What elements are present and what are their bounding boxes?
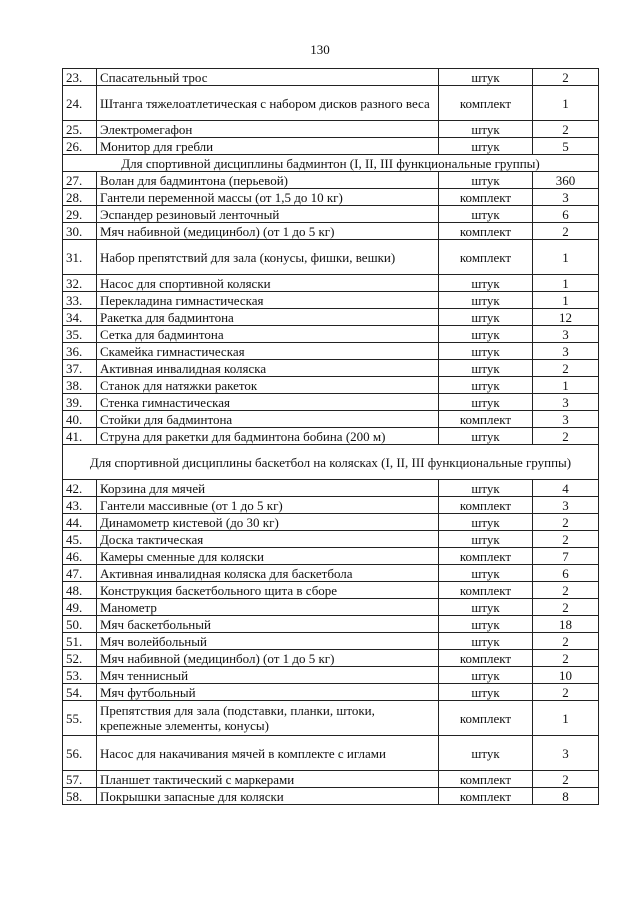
item-quantity: 3 bbox=[533, 189, 599, 206]
row-number: 46. bbox=[63, 548, 97, 565]
item-unit: штук bbox=[439, 121, 533, 138]
item-quantity: 2 bbox=[533, 650, 599, 667]
table-row bbox=[63, 138, 599, 155]
table-row bbox=[63, 428, 599, 445]
item-name: Динамометр кистевой (до 30 кг) bbox=[97, 514, 439, 531]
table-row bbox=[63, 633, 599, 650]
row-number: 48. bbox=[63, 582, 97, 599]
item-name: Активная инвалидная коляска bbox=[97, 360, 439, 377]
row-number: 27. bbox=[63, 172, 97, 189]
item-unit: комплект bbox=[439, 582, 533, 599]
item-unit: комплект bbox=[439, 240, 533, 275]
section-header: Для спортивной дисциплины бадминтон (I, II, III функциональные группы) bbox=[63, 155, 599, 172]
item-quantity: 6 bbox=[533, 565, 599, 582]
item-name: Мяч набивной (медицинбол) (от 1 до 5 кг) bbox=[97, 223, 439, 240]
item-unit: штук bbox=[439, 599, 533, 616]
page-number: 130 bbox=[310, 42, 330, 57]
table-row bbox=[63, 69, 599, 86]
table-row bbox=[63, 565, 599, 582]
item-unit: штук bbox=[439, 326, 533, 343]
item-name: Струна для ракетки для бадминтона бобина (200 м) bbox=[97, 428, 439, 445]
item-name: Доска тактическая bbox=[97, 531, 439, 548]
item-quantity: 3 bbox=[533, 736, 599, 771]
row-number: 38. bbox=[63, 377, 97, 394]
item-unit: штук bbox=[439, 309, 533, 326]
item-quantity: 1 bbox=[533, 86, 599, 121]
item-name: Планшет тактический с маркерами bbox=[97, 771, 439, 788]
row-number: 36. bbox=[63, 343, 97, 360]
item-name: Камеры сменные для коляски bbox=[97, 548, 439, 565]
item-unit: комплект bbox=[439, 411, 533, 428]
table-row bbox=[63, 223, 599, 240]
item-unit: комплект bbox=[439, 788, 533, 805]
item-name: Мяч баскетбольный bbox=[97, 616, 439, 633]
item-name: Станок для натяжки ракеток bbox=[97, 377, 439, 394]
table-row bbox=[63, 275, 599, 292]
table-row bbox=[63, 172, 599, 189]
item-name: Штанга тяжелоатлетическая с набором дисков разного веса bbox=[97, 86, 439, 121]
item-quantity: 3 bbox=[533, 394, 599, 411]
row-number: 31. bbox=[63, 240, 97, 275]
table-row bbox=[63, 788, 599, 805]
item-unit: комплект bbox=[439, 548, 533, 565]
item-quantity: 18 bbox=[533, 616, 599, 633]
row-number: 40. bbox=[63, 411, 97, 428]
item-name: Набор препятствий для зала (конусы, фишки, вешки) bbox=[97, 240, 439, 275]
table-row bbox=[63, 326, 599, 343]
item-quantity: 3 bbox=[533, 343, 599, 360]
item-quantity: 2 bbox=[533, 771, 599, 788]
item-quantity: 12 bbox=[533, 309, 599, 326]
table-row bbox=[63, 394, 599, 411]
row-number: 45. bbox=[63, 531, 97, 548]
table-row bbox=[63, 360, 599, 377]
row-number: 51. bbox=[63, 633, 97, 650]
item-name: Перекладина гимнастическая bbox=[97, 292, 439, 309]
row-number: 57. bbox=[63, 771, 97, 788]
item-unit: штук bbox=[439, 736, 533, 771]
item-quantity: 2 bbox=[533, 684, 599, 701]
row-number: 47. bbox=[63, 565, 97, 582]
table-row bbox=[63, 86, 599, 121]
row-number: 28. bbox=[63, 189, 97, 206]
row-number: 30. bbox=[63, 223, 97, 240]
item-quantity: 2 bbox=[533, 531, 599, 548]
item-name: Мяч теннисный bbox=[97, 667, 439, 684]
row-number: 56. bbox=[63, 736, 97, 771]
item-name: Мяч набивной (медицинбол) (от 1 до 5 кг) bbox=[97, 650, 439, 667]
item-unit: комплект bbox=[439, 771, 533, 788]
row-number: 33. bbox=[63, 292, 97, 309]
item-unit: комплект bbox=[439, 189, 533, 206]
item-unit: комплект bbox=[439, 86, 533, 121]
item-name: Препятствия для зала (подставки, планки, штоки, крепежные элементы, конусы) bbox=[97, 701, 439, 736]
item-unit: штук bbox=[439, 480, 533, 497]
item-unit: штук bbox=[439, 377, 533, 394]
row-number: 35. bbox=[63, 326, 97, 343]
table-row bbox=[63, 292, 599, 309]
item-quantity: 1 bbox=[533, 701, 599, 736]
item-quantity: 2 bbox=[533, 360, 599, 377]
row-number: 29. bbox=[63, 206, 97, 223]
item-name: Корзина для мячей bbox=[97, 480, 439, 497]
table-row bbox=[63, 497, 599, 514]
item-name: Стойки для бадминтона bbox=[97, 411, 439, 428]
section-header-row bbox=[63, 155, 599, 172]
row-number: 25. bbox=[63, 121, 97, 138]
item-name: Электромегафон bbox=[97, 121, 439, 138]
row-number: 52. bbox=[63, 650, 97, 667]
row-number: 43. bbox=[63, 497, 97, 514]
table-row bbox=[63, 548, 599, 565]
table-row bbox=[63, 514, 599, 531]
item-unit: штук bbox=[439, 531, 533, 548]
item-unit: комплект bbox=[439, 497, 533, 514]
table-row bbox=[63, 684, 599, 701]
item-name: Эспандер резиновый ленточный bbox=[97, 206, 439, 223]
item-name: Гантели переменной массы (от 1,5 до 10 кг) bbox=[97, 189, 439, 206]
item-unit: штук bbox=[439, 360, 533, 377]
item-quantity: 2 bbox=[533, 633, 599, 650]
table-row bbox=[63, 701, 599, 736]
table-row bbox=[63, 240, 599, 275]
item-quantity: 5 bbox=[533, 138, 599, 155]
item-name: Стенка гимнастическая bbox=[97, 394, 439, 411]
item-unit: штук bbox=[439, 616, 533, 633]
table-row bbox=[63, 121, 599, 138]
item-quantity: 2 bbox=[533, 582, 599, 599]
row-number: 37. bbox=[63, 360, 97, 377]
item-unit: штук bbox=[439, 633, 533, 650]
row-number: 34. bbox=[63, 309, 97, 326]
item-quantity: 10 bbox=[533, 667, 599, 684]
table-row bbox=[63, 411, 599, 428]
item-quantity: 2 bbox=[533, 428, 599, 445]
item-unit: штук bbox=[439, 667, 533, 684]
item-name: Сетка для бадминтона bbox=[97, 326, 439, 343]
item-quantity: 3 bbox=[533, 411, 599, 428]
item-quantity: 1 bbox=[533, 292, 599, 309]
table-row bbox=[63, 616, 599, 633]
table-row bbox=[63, 599, 599, 616]
item-quantity: 1 bbox=[533, 377, 599, 394]
row-number: 26. bbox=[63, 138, 97, 155]
row-number: 49. bbox=[63, 599, 97, 616]
item-unit: штук bbox=[439, 206, 533, 223]
item-quantity: 8 bbox=[533, 788, 599, 805]
item-unit: штук bbox=[439, 684, 533, 701]
row-number: 39. bbox=[63, 394, 97, 411]
item-name: Манометр bbox=[97, 599, 439, 616]
row-number: 50. bbox=[63, 616, 97, 633]
item-name: Покрышки запасные для коляски bbox=[97, 788, 439, 805]
row-number: 32. bbox=[63, 275, 97, 292]
section-header-row bbox=[63, 445, 599, 480]
item-quantity: 360 bbox=[533, 172, 599, 189]
table-row bbox=[63, 343, 599, 360]
table-row bbox=[63, 480, 599, 497]
item-unit: штук bbox=[439, 69, 533, 86]
item-unit: штук bbox=[439, 343, 533, 360]
table-row bbox=[63, 771, 599, 788]
row-number: 41. bbox=[63, 428, 97, 445]
item-unit: штук bbox=[439, 138, 533, 155]
item-unit: комплект bbox=[439, 223, 533, 240]
item-unit: штук bbox=[439, 514, 533, 531]
item-name: Монитор для гребли bbox=[97, 138, 439, 155]
equipment-table-body bbox=[63, 69, 599, 805]
row-number: 55. bbox=[63, 701, 97, 736]
table-row bbox=[63, 309, 599, 326]
table-row bbox=[63, 667, 599, 684]
item-quantity: 7 bbox=[533, 548, 599, 565]
row-number: 58. bbox=[63, 788, 97, 805]
item-quantity: 2 bbox=[533, 69, 599, 86]
item-unit: штук bbox=[439, 428, 533, 445]
item-name: Конструкция баскетбольного щита в сборе bbox=[97, 582, 439, 599]
item-unit: штук bbox=[439, 565, 533, 582]
item-quantity: 4 bbox=[533, 480, 599, 497]
item-unit: комплект bbox=[439, 701, 533, 736]
table-row bbox=[63, 377, 599, 394]
item-quantity: 1 bbox=[533, 275, 599, 292]
item-quantity: 1 bbox=[533, 240, 599, 275]
item-unit: штук bbox=[439, 394, 533, 411]
row-number: 53. bbox=[63, 667, 97, 684]
item-name: Насос для спортивной коляски bbox=[97, 275, 439, 292]
item-name: Ракетка для бадминтона bbox=[97, 309, 439, 326]
row-number: 42. bbox=[63, 480, 97, 497]
item-name: Спасательный трос bbox=[97, 69, 439, 86]
item-quantity: 2 bbox=[533, 223, 599, 240]
item-quantity: 2 bbox=[533, 514, 599, 531]
item-name: Мяч волейбольный bbox=[97, 633, 439, 650]
section-header: Для спортивной дисциплины баскетбол на колясках (I, II, III функциональные группы) bbox=[63, 445, 599, 480]
item-quantity: 2 bbox=[533, 121, 599, 138]
item-name: Активная инвалидная коляска для баскетбола bbox=[97, 565, 439, 582]
row-number: 54. bbox=[63, 684, 97, 701]
item-name: Насос для накачивания мячей в комплекте с иглами bbox=[97, 736, 439, 771]
item-quantity: 3 bbox=[533, 326, 599, 343]
table-row bbox=[63, 736, 599, 771]
row-number: 23. bbox=[63, 69, 97, 86]
item-name: Гантели массивные (от 1 до 5 кг) bbox=[97, 497, 439, 514]
item-name: Волан для бадминтона (перьевой) bbox=[97, 172, 439, 189]
table-row bbox=[63, 206, 599, 223]
row-number: 44. bbox=[63, 514, 97, 531]
item-quantity: 2 bbox=[533, 599, 599, 616]
row-number: 24. bbox=[63, 86, 97, 121]
item-unit: комплект bbox=[439, 650, 533, 667]
equipment-table bbox=[62, 68, 599, 805]
item-name: Скамейка гимнастическая bbox=[97, 343, 439, 360]
table-row bbox=[63, 189, 599, 206]
table-row bbox=[63, 531, 599, 548]
item-unit: штук bbox=[439, 275, 533, 292]
item-name: Мяч футбольный bbox=[97, 684, 439, 701]
table-row bbox=[63, 650, 599, 667]
item-unit: штук bbox=[439, 172, 533, 189]
item-unit: штук bbox=[439, 292, 533, 309]
item-quantity: 3 bbox=[533, 497, 599, 514]
item-quantity: 6 bbox=[533, 206, 599, 223]
table-row bbox=[63, 582, 599, 599]
